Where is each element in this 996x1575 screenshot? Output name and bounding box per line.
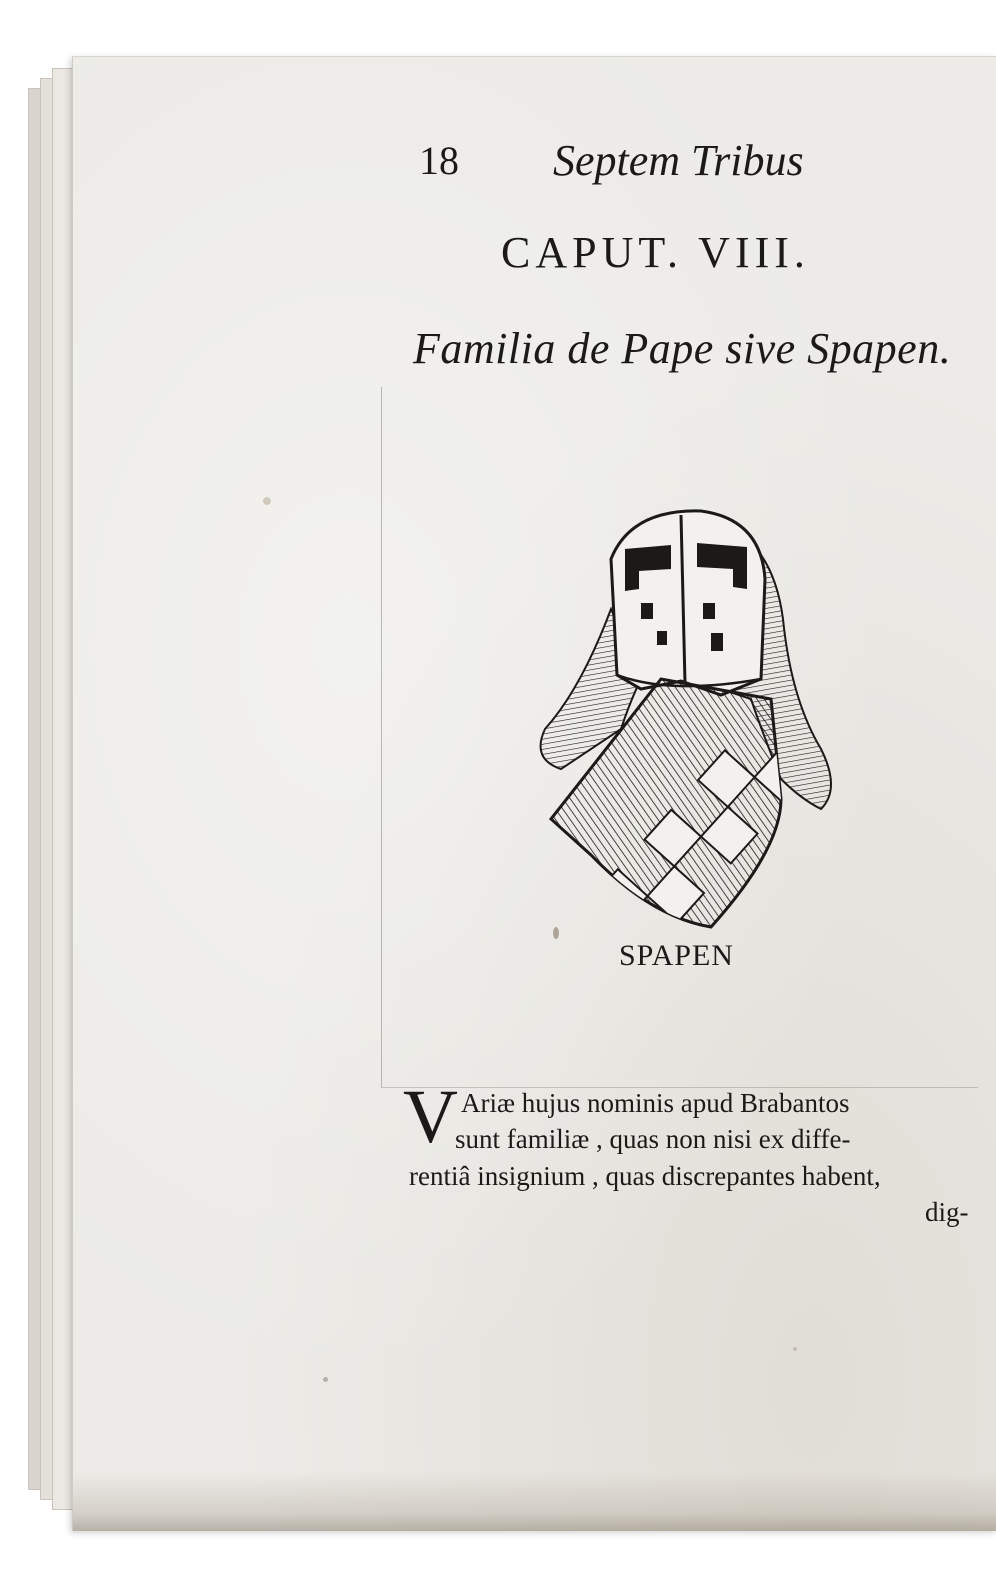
foxing-spot [263, 497, 271, 505]
chapter-heading: CAPUT. VIII. [501, 228, 810, 277]
worn-page-bottom [73, 1471, 996, 1531]
coat-of-arms-icon [521, 499, 841, 939]
family-title: Familia de Pape sive Spapen. [413, 324, 952, 373]
book-page [72, 56, 996, 1531]
catchword: dig- [925, 1197, 969, 1227]
body-text-line: sunt familiæ , quas non nisi ex diffe- [455, 1124, 851, 1154]
body-text-line: Ariæ hujus nominis apud Brabantos [461, 1088, 850, 1118]
body-text-line: rentiâ insignium , quas discrepantes habent, [409, 1161, 881, 1191]
page-number: 18 [419, 138, 459, 183]
foxing-spot [323, 1377, 328, 1382]
running-head: Septem Tribus [553, 136, 804, 185]
drop-cap: V [403, 1075, 458, 1159]
coat-of-arms-label: SPAPEN [619, 939, 734, 972]
foxing-spot [793, 1347, 797, 1351]
